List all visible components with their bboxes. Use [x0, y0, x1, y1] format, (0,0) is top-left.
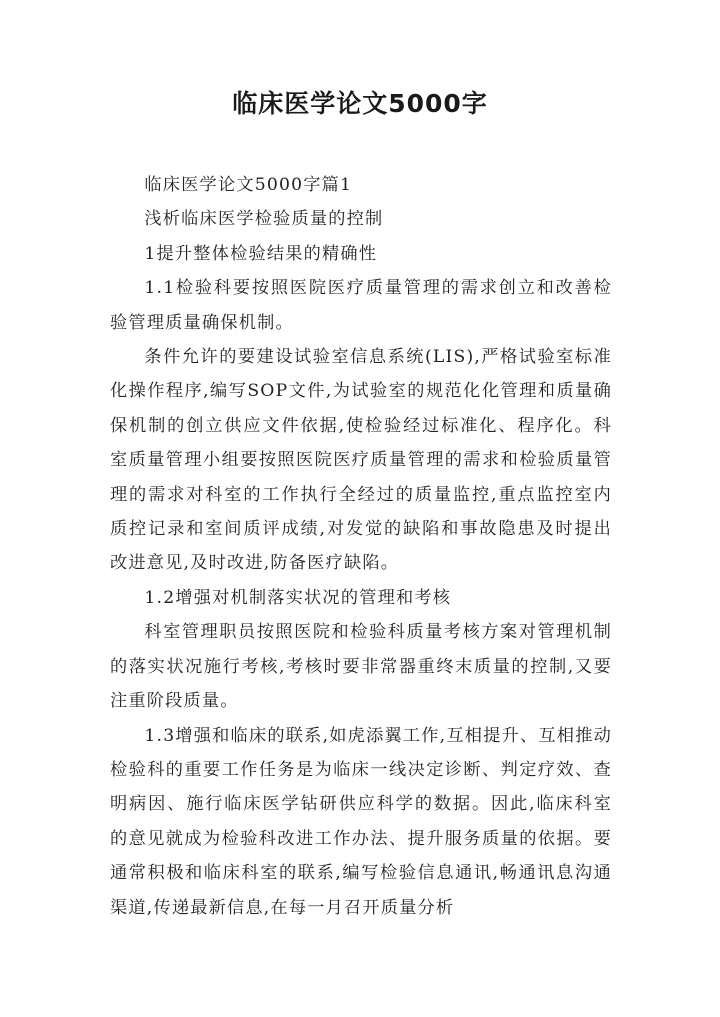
document-title: 临床医学论文5000字	[232, 89, 488, 118]
paragraph-body-2: 科室管理职员按照医院和检验科质量考核方案对管理机制的落实状况施行考核,考核时要非常器重终末质量的控制,又要注重阶段质量。	[110, 622, 612, 712]
paragraph-section-heading: 临床医学论文5000字篇1	[144, 175, 353, 195]
paragraph-1-3: 1.3增强和临床的联系,如虎添翼工作,互相提升、互相推动 检验科的重要工作任务是为临床一线决定诊断、判定疗效、查明病因、施行临床医学钻研供应科学的数据。因此,临床科室的意见就成为检验科改进工作办法、提升服务质量的依据。要通常积极和临床科室的联系,编写检验信息通讯,畅通讯息沟通渠道,传递最新信息,在每一月召开质量分析	[110, 725, 612, 918]
paragraph-article-title: 浅析临床医学检验质量的控制	[144, 209, 384, 230]
paragraph-1-2: 1.2增强对机制落实状况的管理和考核	[144, 587, 452, 608]
document-body	[110, 168, 612, 925]
paragraph-1-1: 1.1检验科要按照医院医疗质量管理的需求创立和改善检验管理质量确保机制。	[110, 278, 612, 333]
paragraph-body-1: 条件允许的要建设试验室信息系统(LIS),严格试验室标准化操作程序,编写SOP文件,为试验室的规范化化管理和质量确保机制的创立供应文件依据,使检验经过标准化、程序化。科室质量管理小组要按照医院医疗质量管理的需求和检验质量管理的需求对科室的工作执行全经过的质量监控,重点监控室内质控记录和室间质评成绩,对发觉的缺陷和事故隐患及时提出改进意见,及时改进,防备医疗缺陷。	[110, 347, 612, 574]
paragraph-heading-1: 1提升整体检验结果的精确性	[144, 243, 378, 264]
